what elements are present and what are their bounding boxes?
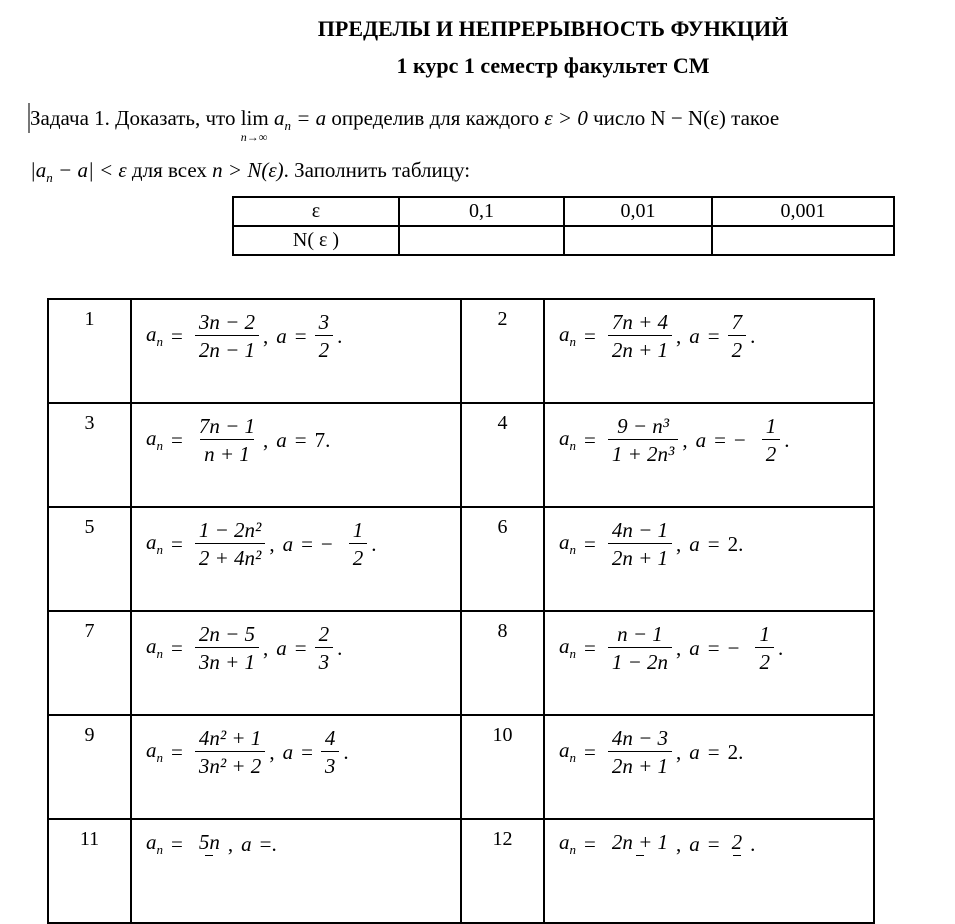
problem-number: 5 <box>48 507 131 611</box>
fraction-denominator: 1 − 2n <box>608 647 672 675</box>
limit-denominator: 2 <box>728 335 747 363</box>
equals-sign: = <box>707 532 720 556</box>
equals-sign: = <box>171 428 183 452</box>
task-line-1 <box>30 106 780 144</box>
fraction-denominator: 2n − 1 <box>195 335 259 363</box>
n-epsilon-label: N( ε ) <box>233 226 399 255</box>
problem-formula-cell <box>544 611 874 715</box>
fraction <box>608 414 678 467</box>
fraction-denominator <box>636 855 644 858</box>
abs-expression: |a <box>30 158 47 182</box>
sequence-term: $a_n$ <box>146 322 163 350</box>
period: . <box>343 740 349 764</box>
problem-formula-cell <box>131 507 461 611</box>
fraction <box>608 830 672 858</box>
formula <box>132 820 460 858</box>
limit-numerator: 1 <box>352 518 364 542</box>
sequence-term: $a_n$ <box>559 426 576 454</box>
sequence-term: $a_n$ <box>146 530 163 558</box>
formula <box>545 404 873 467</box>
equals-sign: = <box>707 324 720 348</box>
formula <box>545 820 873 858</box>
sequence-term: $a_n$ <box>146 426 163 454</box>
equals-sign: = <box>707 740 720 764</box>
limit-denominator <box>733 855 741 858</box>
epsilon-value: 0,001 <box>712 197 894 226</box>
fraction-denominator: 2n + 1 <box>608 751 672 779</box>
sequence-term: $a_n$ <box>146 738 163 766</box>
fraction-numerator: 2n + 1 <box>611 830 669 855</box>
limit-a: a <box>689 324 700 348</box>
comma: , <box>263 428 269 452</box>
fraction-numerator: 9 − n³ <box>617 414 670 438</box>
task-intro: Задача 1. Доказать, что <box>30 106 236 130</box>
formula <box>132 716 460 779</box>
fraction-numerator: 4n − 3 <box>611 726 669 750</box>
fraction <box>608 622 672 675</box>
limit-a: a <box>689 532 700 556</box>
limit-fraction <box>762 414 781 467</box>
equals-sign: = <box>707 831 720 856</box>
equals-sign: = <box>294 428 307 452</box>
problem-number: 2 <box>461 299 544 403</box>
limit-value: 2 <box>727 532 739 556</box>
problem-number: 4 <box>461 403 544 507</box>
equals-sign: = <box>171 324 183 348</box>
fraction-denominator <box>205 855 213 858</box>
task-mid: определив для каждого <box>331 106 545 130</box>
limit-a: a <box>241 831 252 856</box>
fraction-denominator: n + 1 <box>200 439 254 467</box>
limit-numerator: 1 <box>765 414 777 438</box>
period: . <box>750 324 756 348</box>
equals-sign: = <box>707 636 720 660</box>
formula <box>545 508 873 571</box>
comma: , <box>682 428 688 452</box>
problem-row <box>48 715 874 819</box>
epsilon-header: ε <box>233 197 399 226</box>
fraction-denominator: 2 + 4n² <box>195 543 265 571</box>
equals-sign: = <box>584 324 596 348</box>
limit-numerator: 1 <box>759 622 770 646</box>
page-subtitle: 1 курс 1 семестр факультет СМ <box>396 53 710 78</box>
epsilon-table <box>232 196 895 256</box>
limit-a: a <box>689 831 700 856</box>
fraction-numerator: 4n − 1 <box>611 518 669 542</box>
n-epsilon-cell[interactable] <box>399 226 564 255</box>
comma: , <box>676 324 682 348</box>
equals-sign: = <box>584 428 596 452</box>
fraction <box>195 414 259 467</box>
comma: , <box>269 532 275 556</box>
period: . <box>777 636 784 660</box>
n-condition: n > N(ε) <box>212 158 284 182</box>
lim-subscript: n→∞ <box>240 130 268 144</box>
limit-fraction <box>315 622 334 675</box>
epsilon-condition: ε > 0 <box>544 106 588 130</box>
task-line-2 <box>30 158 470 186</box>
page-title: ПРЕДЕЛЫ И НЕПРЕРЫВНОСТЬ ФУНКЦИЙ <box>317 16 789 41</box>
equals-sign: = <box>584 740 596 764</box>
limit-a: a <box>276 636 287 660</box>
comma: , <box>263 324 269 348</box>
limit-fraction <box>349 518 368 571</box>
fraction <box>195 518 265 571</box>
sequence-term: $a_n$ <box>559 830 576 858</box>
sequence-term: $a_n$ <box>559 738 576 766</box>
limit-numerator: 4 <box>324 726 336 750</box>
limit-fraction <box>321 726 340 779</box>
limit-denominator: 2 <box>315 335 334 363</box>
limit-numerator: 2 <box>731 830 743 855</box>
epsilon-value: 0,01 <box>564 197 712 226</box>
sequence-term: $a_n$ <box>559 530 576 558</box>
comma: , <box>227 831 234 856</box>
problem-formula-cell <box>131 819 461 923</box>
period: . <box>750 831 756 856</box>
task-mid-2: для всех <box>131 158 213 182</box>
comma: , <box>263 636 269 660</box>
formula <box>545 716 873 779</box>
limit-a: a <box>695 428 707 452</box>
equals-sign: = <box>584 636 596 660</box>
fraction-denominator: 3n² + 2 <box>195 751 265 779</box>
comma: , <box>269 740 275 764</box>
fraction <box>608 726 672 779</box>
limit-denominator: 3 <box>315 647 334 675</box>
problem-formula-cell <box>131 611 461 715</box>
formula <box>132 300 460 363</box>
limit-value: = a <box>290 106 327 130</box>
task-number-clause: число N − N(ε) такое <box>593 106 780 130</box>
formula <box>132 404 460 467</box>
limit-a: a <box>282 740 294 764</box>
equals-sign: = <box>259 831 272 856</box>
problem-formula-cell <box>544 507 874 611</box>
fraction-numerator: 7n − 1 <box>198 414 256 438</box>
lim-label: lim <box>240 106 269 130</box>
limit-fraction <box>728 310 747 363</box>
problem-formula-cell <box>131 715 461 819</box>
equals-sign: = <box>294 324 307 348</box>
fraction-numerator: 1 − 2n² <box>198 518 262 542</box>
problem-number: 1 <box>48 299 131 403</box>
fraction <box>195 830 224 858</box>
period: . <box>337 636 343 660</box>
fraction-numerator: 7n + 4 <box>611 310 669 334</box>
limit-denominator: 2 <box>762 439 781 467</box>
equals-sign: = <box>301 740 313 764</box>
limit-value: 2 <box>727 740 739 764</box>
minus-sign: − <box>320 532 333 556</box>
fraction <box>608 518 672 571</box>
task-end: . Заполнить таблицу: <box>283 158 471 182</box>
minus-sign: − <box>727 636 740 660</box>
epsilon-row <box>233 197 894 226</box>
formula <box>132 612 460 675</box>
limit-fraction <box>728 830 747 858</box>
limit-fraction <box>315 310 334 363</box>
period: . <box>325 428 331 452</box>
period: . <box>784 428 790 452</box>
limit-value: 7 <box>314 428 326 452</box>
problem-formula-cell <box>131 299 461 403</box>
minus-sign: − <box>733 428 746 452</box>
comma: , <box>676 532 682 556</box>
n-epsilon-cell[interactable] <box>564 226 712 255</box>
fraction-denominator: 1 + 2n³ <box>608 439 678 467</box>
problem-number: 7 <box>48 611 131 715</box>
limit-denominator: 3 <box>321 751 340 779</box>
equals-sign: = <box>301 532 313 556</box>
problem-number: 3 <box>48 403 131 507</box>
limit-a: a <box>276 428 287 452</box>
formula <box>545 612 873 675</box>
formula <box>132 508 460 571</box>
fraction-denominator: 2n + 1 <box>608 543 672 571</box>
sequence-term: $a_n$ <box>559 322 576 350</box>
limit-numerator: 2 <box>318 622 330 646</box>
period: . <box>371 532 377 556</box>
equals-sign: = <box>584 532 596 556</box>
n-epsilon-row <box>233 226 894 255</box>
problem-formula-cell <box>544 403 874 507</box>
sequence-symbol: a <box>273 106 285 130</box>
problem-row <box>48 611 874 715</box>
problem-formula-cell <box>544 715 874 819</box>
fraction <box>195 726 265 779</box>
limit-a: a <box>689 636 700 660</box>
limit-operator <box>240 106 269 144</box>
problem-number: 9 <box>48 715 131 819</box>
period: . <box>271 831 277 856</box>
period: . <box>738 532 744 556</box>
fraction-numerator: n − 1 <box>617 622 663 646</box>
sequence-index: n <box>284 118 291 134</box>
fraction-numerator: 4n² + 1 <box>198 726 262 750</box>
abs-index: n <box>46 170 53 186</box>
limit-numerator: 7 <box>731 310 743 334</box>
problem-row <box>48 299 874 403</box>
fraction-denominator: 2n + 1 <box>608 335 672 363</box>
problem-number: 12 <box>461 819 544 923</box>
problem-formula-cell <box>131 403 461 507</box>
limit-a: a <box>282 532 294 556</box>
problem-number: 10 <box>461 715 544 819</box>
n-epsilon-cell[interactable] <box>712 226 894 255</box>
comma: , <box>676 831 682 856</box>
comma: , <box>676 740 682 764</box>
fraction-denominator: 3n + 1 <box>195 647 259 675</box>
fraction <box>195 310 259 363</box>
problem-row <box>48 403 874 507</box>
problem-number: 11 <box>48 819 131 923</box>
period: . <box>337 324 343 348</box>
limit-fraction <box>755 622 774 675</box>
sequence-term: $a_n$ <box>146 634 163 662</box>
equals-sign: = <box>714 428 726 452</box>
fraction-numerator: 3n − 2 <box>198 310 256 334</box>
problem-formula-cell <box>544 819 874 923</box>
equals-sign: = <box>171 740 183 764</box>
limit-denominator: 2 <box>755 647 774 675</box>
fraction-numerator: 2n − 5 <box>198 622 256 646</box>
problem-row <box>48 819 874 923</box>
abs-expression-rest: − a| < ε <box>52 158 127 182</box>
fraction <box>608 310 672 363</box>
problem-row <box>48 507 874 611</box>
sequence-term: $a_n$ <box>146 830 163 858</box>
epsilon-value: 0,1 <box>399 197 564 226</box>
fraction <box>195 622 259 675</box>
limit-a: a <box>276 324 287 348</box>
problem-number: 8 <box>461 611 544 715</box>
period: . <box>738 740 744 764</box>
limit-numerator: 3 <box>318 310 330 334</box>
formula <box>545 300 873 363</box>
problem-number: 6 <box>461 507 544 611</box>
equals-sign: = <box>171 532 183 556</box>
fraction-numerator: 5n <box>198 830 220 855</box>
equals-sign: = <box>584 831 596 856</box>
sequence-term: $a_n$ <box>559 634 576 662</box>
problems-table <box>47 298 875 924</box>
problem-formula-cell <box>544 299 874 403</box>
comma: , <box>676 636 682 660</box>
equals-sign: = <box>294 636 307 660</box>
equals-sign: = <box>171 636 183 660</box>
limit-a: a <box>689 740 700 764</box>
limit-denominator: 2 <box>349 543 368 571</box>
equals-sign: = <box>171 831 183 856</box>
